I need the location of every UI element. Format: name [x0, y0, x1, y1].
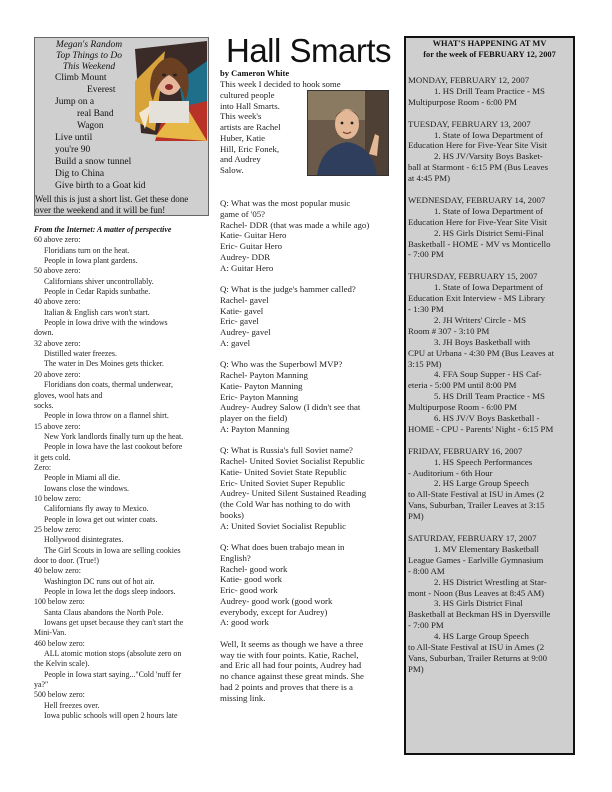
schedule-event-line: - Auditorium - 6th Hour: [408, 467, 493, 478]
perspective-lines: [34, 235, 212, 721]
perspective-line: it gets cold.: [34, 452, 71, 462]
quiz-line: Katie- Payton Manning: [220, 380, 303, 391]
perspective-line: The water in Des Moines gets thicker.: [44, 359, 164, 369]
page-title: Hall Smarts: [226, 32, 392, 69]
schedule-event-line: mont - Noon (Bus Leaves at 8:45 AM): [408, 587, 545, 598]
perspective-line: 15 above zero:: [34, 421, 81, 431]
top-things-title-line: Megan's Random: [55, 40, 123, 50]
quiz-line: Audrey- Audrey Salow (I didn't see that: [220, 402, 361, 413]
schedule-event-line: 5. HS Drill Team Practice - MS: [434, 391, 545, 402]
quiz-line: way tie with four points. Katie, Rachel,: [220, 649, 359, 660]
perspective-line: Italian & English cars won't start.: [44, 307, 150, 317]
schedule-event-line: 6. HS JV/V Boys Basketball -: [434, 413, 540, 424]
quiz-line: A: gavel: [220, 337, 251, 348]
schedule-event-line: League Games - Earlville Gymnasium: [408, 554, 544, 565]
quiz-line: Rachel- gavel: [220, 294, 269, 305]
quiz-line: Rachel- good work: [220, 563, 288, 574]
perspective-line: Floridians don coats, thermal underwear,: [44, 380, 173, 390]
perspective-line: People in Iowa start saying..."Cold 'nuff fer: [44, 669, 182, 679]
schedule-gap: [408, 108, 574, 119]
perspective-line: 50 above zero:: [34, 266, 81, 276]
schedule-event-line: 1. HS Drill Team Practice - MS: [434, 85, 545, 96]
quiz-line: Katie- good work: [220, 574, 283, 585]
intro-line: Hill, Eric Fonek,: [220, 143, 280, 154]
schedule-heading-line: WHAT'S HAPPENING AT MV: [432, 39, 547, 48]
perspective-line: Iowans get upset because they can't start the: [44, 618, 184, 628]
top-things-item: Dig to China: [55, 169, 105, 179]
top-things-item: Build a snow tunnel: [55, 157, 132, 167]
quiz-line: missing link.: [220, 692, 266, 703]
schedule-event-line: to All-State Festival at ISU in Ames (2: [408, 642, 545, 653]
top-things-item: you're 90: [55, 145, 91, 155]
perspective-line: Mini-Van.: [34, 628, 67, 638]
schedule-event-line: 1. HS Speech Performances: [434, 456, 533, 467]
quiz-line: Katie- gavel: [220, 305, 264, 316]
schedule-event-line: 4. FFA Soup Supper - HS Caf-: [434, 369, 542, 380]
top-things-footer: [35, 194, 210, 216]
top-things-item: Climb Mount: [55, 73, 107, 83]
quiz-line: Audrey- gavel: [220, 327, 271, 337]
quiz-line: A: Guitar Hero: [220, 262, 274, 273]
schedule-heading: [406, 38, 573, 60]
schedule-event-line: Education Exit Interview - MS Library: [408, 293, 546, 304]
schedule-day-heading: WEDNESDAY, FEBRUARY 14, 2007: [408, 194, 546, 205]
top-things-item: Wagon: [77, 121, 104, 131]
schedule-event-line: ball at Starmont - 6:15 PM (Bus Leaves: [408, 162, 548, 173]
paragraph-gap: [220, 435, 398, 446]
quiz-body: [220, 198, 398, 703]
quiz-line: Rachel- DDR (that was made a while ago): [220, 219, 370, 230]
quiz-line: no chance against these great minds. She: [220, 671, 364, 681]
quiz-line: player on the field): [220, 413, 288, 423]
perspective-title: From the Internet: A matter of perspective: [34, 225, 172, 234]
intro-line: Salow.: [220, 165, 244, 175]
perspective-line: socks.: [34, 400, 54, 410]
paragraph-gap: [220, 273, 398, 284]
perspective-line: People in Iowa have the last cookout before: [44, 442, 183, 452]
paragraph-gap: [220, 628, 398, 639]
perspective-line: Floridians turn on the heat.: [44, 245, 130, 255]
schedule-day-heading: FRIDAY, FEBRUARY 16, 2007: [408, 445, 523, 456]
perspective-line: New York landlords finally turn up the heat.: [44, 431, 184, 441]
schedule-event-line: Basketball at Beckman HS in Dyersville: [408, 609, 551, 620]
quiz-line: and Eric all had four points, Audrey had: [220, 660, 362, 671]
intro-line: This week's: [220, 111, 262, 122]
quiz-line: (the Cold War has nothing to do with: [220, 499, 351, 509]
quiz-line: game of '05?: [220, 208, 266, 219]
schedule-event-line: 1. State of Iowa Department of: [434, 205, 543, 216]
perspective-line: People in Cedar Rapids sunbathe.: [44, 287, 151, 297]
intro-line: artists are Rachel: [220, 122, 281, 132]
schedule-event-line: Education Here for Five-Year Site Visit: [408, 216, 547, 227]
quiz-line: Rachel- Payton Manning: [220, 370, 308, 380]
perspective-line: 40 below zero:: [34, 566, 81, 576]
perspective-line: People in Miami all die.: [44, 473, 121, 483]
schedule-panel: [404, 36, 575, 755]
schedule-event-line: Vans, Suburban, Trailer Returns at 9:00: [408, 652, 548, 663]
top-things-title-line: This Weekend: [62, 62, 116, 72]
quiz-line: English?: [220, 552, 251, 563]
schedule-event-line: Vans, Suburban, Trailer Leaves at 3:15: [408, 500, 545, 511]
perspective-line: 25 below zero:: [34, 524, 81, 534]
top-things-item: Live until: [55, 133, 93, 143]
perspective-line: 40 above zero:: [34, 297, 81, 307]
quiz-line: Eric- good work: [220, 585, 278, 595]
schedule-event-line: - 8:00 AM: [408, 565, 445, 576]
top-things-title-line: Top Things to Do: [56, 51, 122, 61]
perspective-line: 500 below zero:: [34, 690, 85, 700]
quiz-line: Katie- Guitar Hero: [220, 230, 287, 241]
perspective-line: the Kelvin scale).: [34, 659, 90, 669]
schedule-event-line: HOME - CPU - Parents' Night - 6:15 PM: [408, 423, 554, 434]
schedule-event-line: Multipurpose Room - 6:00 PM: [408, 402, 517, 413]
quiz-line: Audrey- DDR: [220, 251, 271, 262]
schedule-event-line: 4. HS Large Group Speech: [434, 631, 529, 642]
quiz-line: Eric- Guitar Hero: [220, 241, 283, 251]
perspective-line: Washington DC runs out of hot air.: [44, 576, 155, 586]
schedule-event-line: 1. State of Iowa Department of: [434, 129, 543, 140]
quiz-line: A: good work: [220, 617, 269, 628]
schedule-event-line: Education Here for Five-Year Site Visit: [408, 140, 547, 151]
quiz-line: Well, It seems as though we have a three: [220, 638, 364, 649]
schedule-day-heading: SATURDAY, FEBRUARY 17, 2007: [408, 532, 537, 543]
perspective-line: ya?": [34, 680, 49, 690]
intro-line: This week I decided to hook some: [220, 79, 341, 89]
quiz-line: everybody, except for Audrey): [220, 606, 328, 617]
perspective-line: 20 above zero:: [34, 369, 81, 379]
schedule-event-line: PM): [408, 663, 424, 674]
schedule-day-heading: THURSDAY, FEBRUARY 15, 2007: [408, 271, 538, 282]
paragraph-gap: [220, 349, 398, 360]
quiz-line: Q: What does buen trabajo mean in: [220, 542, 345, 552]
schedule-event-line: eteria - 5:00 PM until 8:00 PM: [408, 380, 517, 391]
top-things-title: [39, 40, 139, 73]
quiz-line: Eric- gavel: [220, 316, 259, 327]
byline: by Cameron White: [220, 68, 290, 78]
top-things-footer-line: Well this is just a short list. Get these done: [35, 194, 189, 204]
schedule-day-heading: TUESDAY, FEBRUARY 13, 2007: [408, 118, 531, 129]
schedule-gap: [408, 260, 574, 271]
perspective-line: 32 above zero:: [34, 338, 81, 348]
quiz-line: Q: What is Russia's full Soviet name?: [220, 445, 353, 456]
perspective-line: People in Iowa plant gardens.: [44, 256, 138, 266]
perspective-line: Hollywood disintegrates.: [44, 535, 124, 545]
schedule-event-line: CPU at Urbana - 4:30 PM (Bus Leaves at: [408, 347, 555, 358]
student-photo: [307, 90, 389, 176]
schedule-event-line: 3:15 PM): [408, 358, 442, 369]
intro-line: cultured people: [220, 89, 275, 100]
schedule-gap: [408, 435, 574, 446]
perspective-line: Hell freezes over.: [44, 700, 100, 710]
perspective-line: Distilled water freezes.: [44, 349, 117, 359]
schedule-day-heading: MONDAY, FEBRUARY 12, 2007: [408, 75, 530, 85]
schedule-event-line: - 7:00 PM: [408, 249, 444, 260]
top-things-list: [35, 72, 210, 192]
top-things-panel: [34, 37, 209, 216]
top-things-item: real Band: [77, 109, 114, 119]
quiz-line: Audrey- good work (good work: [220, 595, 333, 606]
schedule-event-line: 2. HS Large Group Speech: [434, 478, 529, 489]
perspective-line: Zero:: [34, 462, 52, 472]
quiz-line: Q: What was the most popular music: [220, 198, 351, 208]
perspective-line: People in Iowa drive with the windows: [44, 318, 168, 328]
quiz-line: books): [220, 509, 244, 520]
schedule-event-line: to All-State Festival at ISU in Ames (2: [408, 489, 545, 500]
schedule-event-line: 2. HS JV/Varsity Boys Basket-: [434, 151, 543, 162]
schedule-event-line: - 7:00 PM: [408, 620, 444, 631]
quiz-line: A: Payton Manning: [220, 423, 290, 434]
top-things-item: Everest: [87, 85, 116, 95]
schedule-event-line: 2. HS District Wrestling at Star-: [434, 576, 547, 587]
quiz-line: Eric- Payton Manning: [220, 391, 299, 402]
quiz-line: Eric- United Soviet Super Republic: [220, 477, 346, 488]
quiz-line: had 2 points and proves that there is a: [220, 681, 353, 692]
quiz-line: Katie- United Soviet State Republic: [220, 466, 347, 477]
schedule-event-line: 2. HS Girls District Semi-Final: [434, 227, 544, 238]
schedule-event-line: at 4:45 PM): [408, 173, 451, 184]
perspective-line: People in Iowa get out winter coats.: [44, 514, 158, 524]
schedule-event-line: 1. State of Iowa Department of: [434, 282, 543, 293]
schedule-heading-line: for the week of FEBRUARY 12, 2007: [423, 50, 556, 59]
schedule-event-line: - 1:30 PM: [408, 303, 444, 314]
quiz-line: Q: What is the judge's hammer called?: [220, 284, 356, 294]
quiz-line: Q: Who was the Superbowl MVP?: [220, 359, 343, 370]
perspective-line: Californians fly away to Mexico.: [44, 504, 149, 514]
intro-line: into Hall Smarts.: [220, 100, 280, 111]
perspective-line: Iowa public schools will open 2 hours late: [44, 711, 178, 721]
quiz-line: Rachel- United Soviet Socialist Republic: [220, 456, 365, 466]
schedule-event-line: Multipurpose Room - 6:00 PM: [408, 96, 517, 107]
schedule-event-line: PM): [408, 511, 424, 522]
intro-line: Huber, Katie: [220, 132, 266, 143]
quiz-line: A: United Soviet Socialist Republic: [220, 520, 347, 531]
perspective-line: gloves, wool hats and: [34, 390, 103, 400]
perspective-line: People in Iowa let the dogs sleep indoors.: [44, 587, 176, 597]
schedule-gap: [408, 522, 574, 533]
schedule-event-line: 3. HS Girls District Final: [434, 598, 523, 609]
perspective-line: Iowans close the windows.: [44, 483, 130, 493]
perspective-line: door to door. (True!): [34, 556, 100, 565]
schedule-gap: [408, 184, 574, 195]
top-things-item: Give birth to a Goat kid: [55, 181, 146, 191]
perspective-line: Californians shiver uncontrollably.: [44, 276, 154, 286]
perspective-line: The Girl Scouts in Iowa are selling cookies: [44, 545, 181, 555]
schedule-event-line: Basketball - HOME - MV vs Monticello: [408, 238, 551, 249]
schedule-event-line: Room # 307 - 3:10 PM: [408, 325, 490, 336]
perspective-line: People in Iowa throw on a flannel shirt.: [44, 411, 169, 421]
perspective-line: 460 below zero:: [34, 638, 85, 648]
perspective-article: [34, 225, 212, 722]
schedule-body: [408, 75, 574, 675]
schedule-event-line: 2. JH Writers' Circle - MS: [434, 314, 526, 325]
schedule-event-line: 1. MV Elementary Basketball: [434, 543, 539, 554]
perspective-line: Santa Claus abandons the North Pole.: [44, 607, 164, 617]
intro-line: and Audrey: [220, 154, 261, 165]
perspective-line: down.: [34, 328, 54, 338]
perspective-line: 100 below zero:: [34, 597, 85, 607]
schedule-event-line: 3. JH Boys Basketball with: [434, 336, 531, 347]
top-things-footer-line: over the weekend and it will be fun!: [35, 205, 166, 215]
perspective-line: 60 above zero:: [34, 235, 81, 245]
perspective-line: 10 below zero:: [34, 493, 81, 503]
paragraph-gap: [220, 531, 398, 542]
top-things-item: Jump on a: [55, 97, 95, 107]
quiz-line: Audrey- United Silent Sustained Reading: [220, 488, 367, 499]
perspective-line: ALL atomic motion stops (absolute zero on: [44, 649, 182, 659]
